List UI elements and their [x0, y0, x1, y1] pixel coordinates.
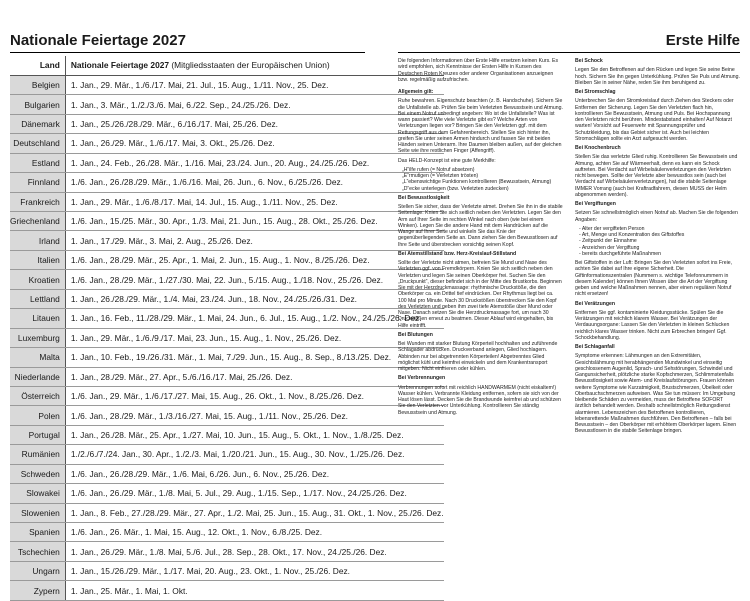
table-row	[10, 134, 444, 153]
table-row	[10, 95, 444, 114]
holiday-dates-cell: 1./6. Jan., 26./29. Mär., 1./8. Mai, 5. Jul., 29. Aug., 1./15. Sep., 1./17. Nov., 24./25./26. Dez.	[65, 484, 443, 503]
section-heading-poisoning: Bei Vergiftungen	[575, 201, 616, 207]
table-row	[10, 250, 444, 269]
section-text-cardiac-arrest: Sollte der Verletzte nicht atmen, befreien Sie Mund und Nase des Verletzten ggf. von Fremdkörpern. Knien Sie sich seitlich neben den Verletzten und legen Sie seinen Oberkörper frei. Suchen Sie den „Druckpunkt“, dieser befindet sich in der Mitte des Brustkorbs. Beginnen Sie mit der Herzdruckmassage: rhythmische Druckstöße, die den Oberkörper ca. ein Drittel tief eindrücken. Der Rhythmus liegt bei ca. 100 Mal pro Minute. Nach 30 Druckstößen überstrecken Sie den Kopf des Verletzten und geben ihm zwei tiefe Atemstöße über Mund oder Nase. Danach setzen Sie die Herzdruckmassage fort, um nach 30 Druckstößen erneut zu beatmen. Dieser Ablauf wird eingehalten, bis Hilfe eintrifft.	[398, 260, 562, 329]
country-cell: Finnland	[10, 173, 65, 192]
holiday-dates-cell: 1./6. Jan., 28./29. Mär., 25. Apr., 1. Mai, 2. Jun., 15. Aug., 1. Nov., 8./25./26. Dez.	[65, 250, 443, 269]
table-row	[10, 173, 444, 192]
table-row	[10, 425, 444, 444]
country-cell: Litauen	[10, 309, 65, 328]
header-holidays	[65, 56, 443, 75]
holiday-dates-cell: 1. Jan., 17./29. Mär., 3. Mai, 2. Aug., 25./26. Dez.	[65, 231, 443, 250]
country-cell: Belgien	[10, 75, 65, 94]
table-row	[10, 484, 444, 503]
section-heading-unconscious: Bei Bewusstlosigkeit	[398, 194, 450, 201]
section-heading-electric-shock: Bei Stromschlag	[575, 89, 616, 95]
country-cell: Tschechien	[10, 542, 65, 561]
table-row	[10, 367, 444, 386]
table-row	[10, 581, 444, 600]
country-cell: Dänemark	[10, 114, 65, 133]
section-heading-stroke: Bei Schlaganfall	[575, 344, 615, 350]
holiday-dates-cell: 1./6. Jan., 26./28./29. Mär., 1./6. Mai, 6./26. Jun., 6. Nov., 25./26. Dez.	[65, 464, 443, 483]
table-row	[10, 561, 444, 580]
table-row	[10, 289, 444, 308]
country-cell: Polen	[10, 406, 65, 425]
section-heading-burns: Bei Verbrennungen	[398, 375, 446, 382]
holiday-dates-cell: 1. Jan., 28./29. Mär., 27. Apr., 5./6./16./17. Mai, 25./26. Dez.	[65, 367, 443, 386]
table-row	[10, 309, 444, 328]
section-text-fracture: Stellen Sie das verletzte Glied ruhig. Kontrollieren Sie Bewusstsein und Atmung, achten Sie auf Wärmeerhalt, denn es kann ein Schock auftreten. Bei Verdacht auf Wirbelsäulenverletzungen den Verletzten nicht bewegen. Sollte der Verletzte aber bewusstlos sein (auch bei Verdacht auf Wirbelsäulenverletzungen), hat die stabile Seitenlage IMMER Vorrang (auch bei Kraftradfahrern, diesen MUSS der Helm abgenommen werden).	[575, 154, 738, 198]
holiday-dates-cell: 1. Jan., 29. Mär., 1./6./9./17. Mai, 23. Jun., 15. Aug., 1. Nov., 25./26. Dez.	[65, 328, 443, 347]
holiday-dates-cell: 1./6. Jan., 28./29. Mär., 1./3./16./27. Mai, 15. Aug., 1./11. Nov., 25./26. Dez.	[65, 406, 443, 425]
table-row	[10, 114, 444, 133]
holiday-dates-cell: 1. Jan., 25. Mär., 1. Mai, 1. Okt.	[65, 581, 443, 600]
country-cell: Portugal	[10, 425, 65, 444]
section-text-stroke: Symptome erkennen: Lähmungen an den Extremitäten, Gesichtslähmung mit herabhängenden Mundwinkel und einseitig geschlossenem Augenlid, Sprach- und Sehstörungen, Schwindel und Gangunsicherheit, plötzliche starke Kopfschmerzen, Schlimmstenfalls Bewusstlosigkeit sowie Atem- und Kreislaufstörungen. Frauen können weitere Symptome wie Kurzatmigkeit, Brustschmerzen, Übelkeit oder Oberbauchschmerzen aufweisen. Was Sie tun müssen: Im Umgebung bleibende Schäden zu vermeiden, muss der Betroffene SOFORT ärztlich behandelt werden. Deshalb schnellstmöglich Rettungsdienst alarmieren. Lebenszeichen des Betroffenen kontrollieren, lebensrettende Maßnahmen durchführen. Den Betroffenen – falls bei Bewusstsein – den Oberkörper mit erhöhtem Oberkörper lagern. Einen Bewusstlosen in die stabile Seitenlage bringen.	[575, 353, 737, 435]
country-cell: Slowakei	[10, 484, 65, 503]
table-row	[10, 445, 444, 464]
country-cell: Rumänien	[10, 445, 65, 464]
header-subtitle: (Mitgliedsstaaten der Europäischen Union)	[171, 60, 330, 71]
country-cell: Kroatien	[10, 270, 65, 289]
header-title: Nationale Feiertage 2027	[70, 60, 170, 71]
list-item: - Anzeichen der Vergiftung	[579, 244, 640, 251]
list-item: „H“ilfe rufen (= Notruf absetzen)	[402, 166, 475, 173]
country-cell: Lettland	[10, 289, 65, 308]
section-text-held: Das HELD-Konzept ist eine gute Merkhilfe:	[398, 157, 496, 164]
holiday-dates-cell: 1. Jan., 26./28./29. Mär., 1./4. Mai, 23./24. Jun., 18. Nov., 24./25./26./31. Dez.	[65, 289, 443, 308]
holiday-dates-cell: 1./6. Jan., 26./28./29. Mär., 1./6./16. Mai, 26. Jun., 6. Nov., 6./25./26. Dez.	[65, 173, 443, 192]
list-item: „L“ebenswichtige Funktionen kontrollieren (Bewusstsein, Atmung)	[402, 179, 552, 186]
header-land: Land	[10, 56, 65, 75]
country-cell: Bulgarien	[10, 95, 65, 114]
table-row	[10, 523, 444, 542]
section-heading-cardiac-arrest: Bei Atemstillstand bzw. Herz-Kreislauf-Stillstand	[398, 250, 517, 257]
right-title-rule	[398, 52, 740, 53]
section-text-unconscious: Stellen Sie sicher, dass der Verletzte atmet. Drehen Sie ihn in die stabile Seitenlage: Knien Sie sich seitlich neben den Verletzten. Legen Sie den Arm auf Ihrer Seite im rechten Winkel nach oben (wie bei einem Winken). Legen Sie die andere Hand mit dem Handrücken auf die Wange auf Ihrer Seite und winkeln Sie das Knie der gegenüberliegenden Seite an. Dann ziehen Sie den Bewusstlosen auf Ihre Seite und überstrecken vorsichtig seinen Kopf.	[398, 204, 563, 248]
list-item: „E“rmutigen (= Verletzten trösten)	[402, 173, 479, 179]
section-heading-general: Allgemein gilt:	[398, 89, 434, 95]
section-text-burns: Verbrennungen sofort mit reichlich HANDWARMEM (nicht eiskaltem!) Wasser kühlen. Verbrannte Kleidung entfernen, sofern sie sich von der Haut lösen lässt. Decken Sie die Brandwunde keimfrei ab und schützen Sie den Verletzten vor Unterkühlung. Kontrollieren Sie ständig Bewusstsein und Atmung.	[398, 384, 561, 416]
holiday-dates-cell: 1. Jan., 15./26./29. Mär., 1./17. Mai, 20. Aug., 23. Okt., 1. Nov., 25./26. Dez.	[65, 561, 443, 580]
country-cell: Malta	[10, 348, 65, 367]
holiday-dates-cell: 1. Jan., 8. Feb., 27./28./29. Mär., 27. Apr., 1./2. Mai, 25. Jun., 15. Aug., 31. Okt., 1. Nov., 25./26. Dez.	[65, 503, 443, 522]
table-row	[10, 348, 444, 367]
first-aid-column-2	[575, 58, 740, 438]
table-row	[10, 153, 444, 172]
section-heading-shock: Bei Schock	[575, 58, 603, 64]
country-cell: Irland	[10, 231, 65, 250]
intro-text: Die folgenden Informationen über Erste Hilfe ersetzen keinen Kurs. Es wird empfohlen, sich Kenntnisse der Ersten Hilfe in Kursen des Deutschen Roten Kreuzes oder anderer Organisationen anzueignen bzw. regelmäßig aufzufrischen.	[398, 58, 559, 83]
country-cell: Zypern	[10, 581, 65, 600]
section-text-poisoning: Setzen Sie schnellstmöglich einen Notruf ab. Machen Sie die folgenden Angaben:	[575, 210, 738, 223]
country-cell: Italien	[10, 250, 65, 269]
country-cell: Frankreich	[10, 192, 65, 211]
country-cell: Schweden	[10, 464, 65, 483]
holiday-dates-cell: 1./6. Jan., 26. Mär., 1. Mai, 15. Aug., 12. Okt., 1. Nov., 6./8./25. Dez.	[65, 523, 443, 542]
country-cell: Slowenien	[10, 503, 65, 522]
holidays-table	[10, 56, 444, 601]
holiday-dates-cell: 1./2./6./7./24. Jan., 30. Apr., 1./2./3. Mai, 1./20./21. Jun., 15. Aug., 30. Nov., 1./25./26. Dez.	[65, 445, 443, 464]
section-text-electric-shock: Unterbrechen Sie den Stromkreislauf durch Ziehen des Steckers oder Entfernen der Sicherung. Legen Sie den Verletzten flach hin, kontrollieren Sie Bewusstsein, Atmung und Puls. Bei Hochspannung den Verletzten nicht berühren. Mindestabstand einhalten! Auf Notarzt warten! Vorsicht auf Feuerwehr mit Spannungsprüfer und Schutzkleidung, bis das Gebiet sicher ist. Auch bei leichten Stromschlägen sollte ein Arzt aufgesucht werden.	[575, 98, 734, 142]
holiday-dates-cell: 1./6. Jan., 15./25. Mär., 30. Apr., 1./3. Mai, 21. Jun., 15. Aug., 28. Okt., 25./26. Dez.	[65, 212, 443, 231]
country-cell: Spanien	[10, 523, 65, 542]
country-cell: Deutschland	[10, 134, 65, 153]
holiday-dates-cell: 1. Jan., 24. Feb., 26./28. Mär., 1./16. Mai, 23./24. Jun., 20. Aug., 24./25./26. Dez.	[65, 153, 443, 172]
country-cell: Österreich	[10, 386, 65, 405]
table-header-row	[10, 56, 444, 75]
table-row	[10, 231, 444, 250]
holiday-dates-cell: 1. Jan., 29. Mär., 1./6./8./17. Mai, 14. Jul., 15. Aug., 1./11. Nov., 25. Dez.	[65, 192, 443, 211]
country-cell: Ungarn	[10, 561, 65, 580]
section-text-chemical-burns: Entfernen Sie ggf. kontaminierte Kleidungsstücke. Spülen Sie die Verätzungen mit reichlich klarem Wasser. Bei Verätzungen der Verdauungsorgane: Lassen Sie den Verletzten in kleinen Schlucken reichlich klares Wasser trinken. Nicht zum Erbrechen bringen! Ggf. Schockbehandlung.	[575, 309, 730, 341]
holiday-dates-cell: 1. Jan., 26./29. Mär., 1./8. Mai, 5./6. Jul., 28. Sep., 28. Okt., 17. Nov., 24./25./26. Dez.	[65, 542, 443, 561]
country-cell: Luxemburg	[10, 328, 65, 347]
table-row	[10, 212, 444, 231]
list-item: - Zeitpunkt der Einnahme	[579, 238, 637, 245]
section-text-general: Ruhe bewahren. Eigenschutz beachten (z. B. Handschuhe). Sichern Sie die Unfallstelle ab. Prüfen Sie beim Verletzten Bewusstsein und Atmung. Bei einem Notruf unbedingt angeben: Wo ist die Unfallstelle? Was ist wann passiert? Wie viele Verletzte gibt es? Welche Arten von Verletzungen liegen vor? Bringen Sie den Verletzten ggf. mit dem Rettungsgriff aus dem Gefahrenbereich. Stellen Sie sich hinter ihn, greifen Sie unter seinen Armen hindurch und fassen Sie mit beiden Händen seinen Unterarm. Ihre Daumen bleiben außen, auf der gleichen Seite wie ihre restlichen Finger (Affengriff).	[398, 98, 563, 155]
table-row	[10, 406, 444, 425]
table-row	[10, 270, 444, 289]
holiday-dates-cell: 1. Jan., 29. Mär., 1./6./17. Mai, 21. Jul., 15. Aug., 1./11. Nov., 25. Dez.	[65, 75, 443, 94]
list-item: - Art, Menge und Konzentration des Giftstoffes	[579, 232, 685, 238]
table-row	[10, 503, 444, 522]
section-heading-chemical-burns: Bei Verätzungen	[575, 300, 615, 307]
held-list	[398, 167, 563, 192]
table-row	[10, 386, 444, 405]
holiday-dates-cell: 1./6. Jan., 28./29. Mär., 1./27./30. Mai, 22. Jun., 5./15. Aug., 1./18. Nov., 25./26. Dez.	[65, 270, 443, 289]
left-page-title: Nationale Feiertage 2027	[10, 32, 186, 49]
section-text-shock: Legen Sie den Betroffenen auf den Rücken und legen Sie seine Beine hoch. Sichern Sie ihn gegen Unterkühlung. Prüfen Sie Puls und Atmung. Bleiben Sie in seiner Nähe, reden Sie ihm beruhigend zu.	[575, 67, 740, 86]
country-cell: Niederlande	[10, 367, 65, 386]
holiday-dates-cell: 1. Jan., 26./28. Mär., 25. Apr., 1./27. Mai, 10. Jun., 15. Aug., 5. Okt., 1. Nov., 1./8./25. Dez.	[65, 425, 443, 444]
table-row	[10, 328, 444, 347]
list-item: - bereits durchgeführte Maßnahmen	[579, 250, 662, 257]
holiday-dates-cell: 1. Jan., 3. Mär., 1./2./3./6. Mai, 6./22. Sep., 24./25./26. Dez.	[65, 95, 443, 114]
holiday-dates-cell: 1. Jan., 10. Feb., 19./26./31. Mär., 1. Mai, 7./29. Jun., 15. Aug., 8. Sep., 8./13./25. Dez.	[65, 348, 443, 367]
holiday-dates-cell: 1. Jan., 25./26./28./29. Mär., 6./16./17. Mai, 25./26. Dez.	[65, 114, 443, 133]
section-text-bleeding: Bei Wunden mit starker Blutung Körperteil hochhalten und zuführende Schlagader abdrücken. Druckverband anlegen, Glied hochlagern. Abbinden nur bei abgetrennten Körperteilen! Abgetrenntes Glied möglichst kühl und keimfrei einwickeln und dem Krankentransport mitgeben. Nicht einfrieren oder kühlen.	[398, 341, 558, 372]
poisoning-list	[575, 226, 740, 257]
section-text-poisoning-air: Bei Giftstoffen in der Luft: Bringen Sie den Verletzten sofort ins Freie, achten Sie dabei auf Ihre eigene Sicherheit. Die Giftinformationszentralen (Nummern s. wichtige Telefonnummern in diesem Kalender) können Ihnen Wissen über die Art der Vergiftung geben und welche Maßnahmen nennen, aber einen regulären Notruf nicht ersetzen!	[575, 260, 733, 298]
country-cell: Griechenland	[10, 212, 65, 231]
table-row	[10, 192, 444, 211]
table-row	[10, 75, 444, 94]
table-row	[10, 464, 444, 483]
table-row	[10, 542, 444, 561]
section-heading-fracture: Bei Knochenbruch	[575, 145, 621, 151]
first-aid-column-1	[398, 58, 563, 438]
list-item: - Alter der vergifteten Person	[579, 225, 645, 232]
section-heading-bleeding: Bei Blutungen	[398, 331, 433, 338]
country-cell: Estland	[10, 153, 65, 172]
holiday-dates-cell: 1./6. Jan., 29. Mär., 1./6./17./27. Mai, 15. Aug., 26. Okt., 1. Nov., 8./25./26. Dez.	[65, 386, 443, 405]
right-page-title: Erste Hilfe	[665, 32, 740, 49]
holiday-dates-cell: 1. Jan., 26./29. Mär., 1./6./17. Mai, 3. Okt., 25./26. Dez.	[65, 134, 443, 153]
left-title-rule	[10, 52, 365, 53]
list-item: „D“ecke unterlegen (bzw. Verletzten zudecken)	[402, 185, 509, 192]
holiday-dates-cell: 1. Jan., 16. Feb., 11./28./29. Mär., 1. Mai, 24. Jun., 6. Jul., 15. Aug., 1./2. Nov., 24./25./26. Dez.	[65, 309, 443, 328]
